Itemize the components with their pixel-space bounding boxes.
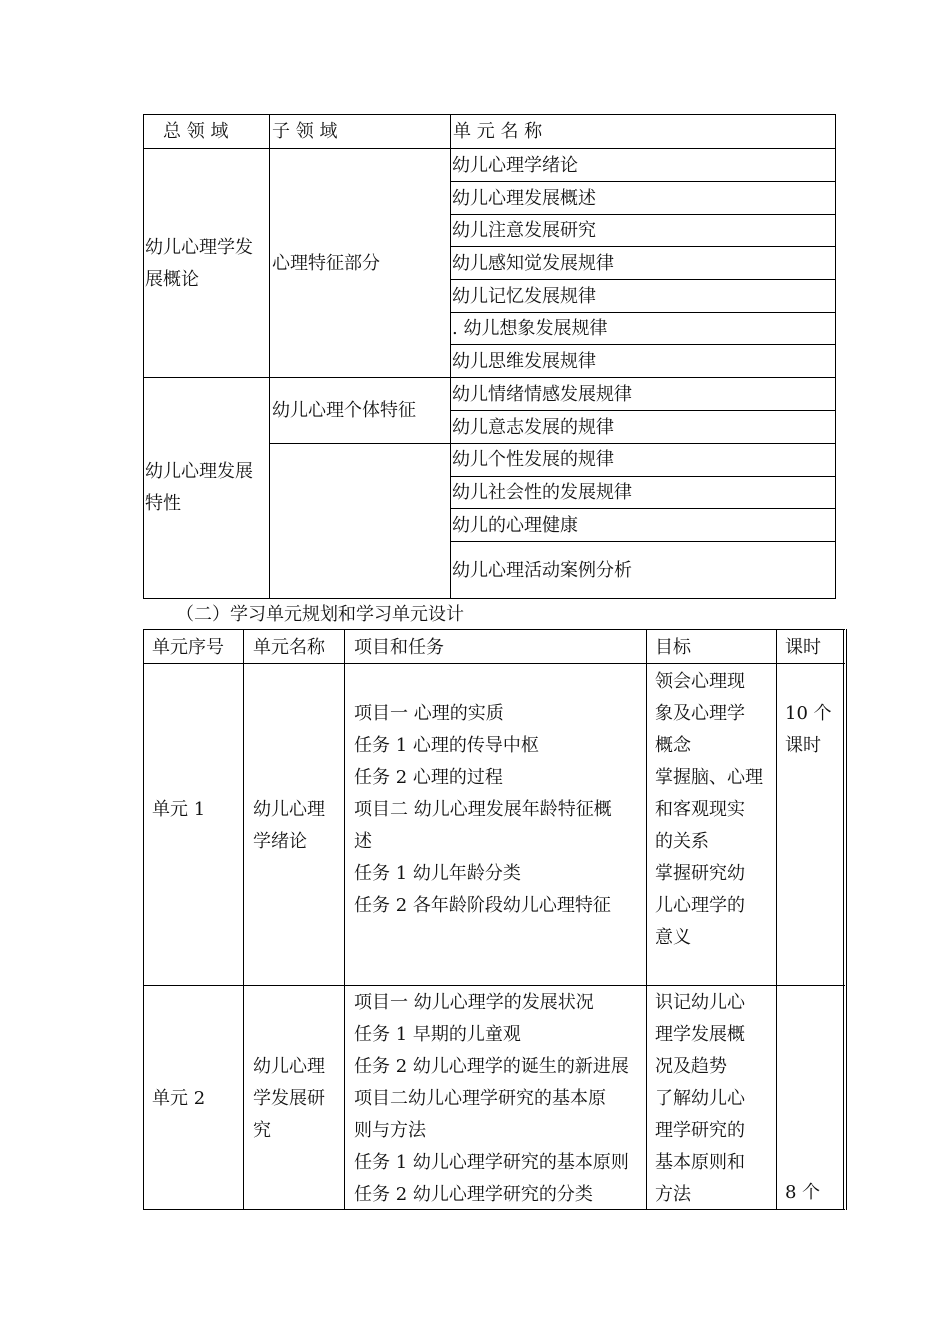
t1-unit: 幼儿的心理健康 bbox=[452, 515, 578, 536]
t2-col-divider-1 bbox=[243, 629, 244, 1210]
t2-border-right bbox=[843, 629, 844, 1210]
t2-row2-hours: 8 个 bbox=[785, 1182, 821, 1203]
t2-row2-no: 单元 2 bbox=[152, 1088, 206, 1109]
t2-row2-tasks: 项目一 幼儿心理学的发展状况 任务 1 早期的儿童观 任务 2 幼儿心理学的诞生的新进展 项目二幼儿心理学研究的基本原 则与方法 任务 1 幼儿心理学研究的基本原则 任务 2 幼儿心理学研究的分类 bbox=[354, 992, 629, 1205]
t2-header-no: 单元序号 bbox=[152, 637, 224, 658]
t2-border-top bbox=[143, 629, 845, 630]
t2-row2-name: 幼儿心理 学发展研 究 bbox=[253, 1056, 325, 1141]
t1-border-right bbox=[835, 114, 836, 599]
t1-unit: 幼儿意志发展的规律 bbox=[452, 417, 614, 438]
t2-header-goals: 目标 bbox=[655, 637, 691, 658]
t2-row1-no: 单元 1 bbox=[152, 799, 206, 820]
t1-header-domain: 总 领 域 bbox=[163, 121, 229, 142]
t1-group-divider bbox=[143, 377, 836, 378]
t2-row1-hours: 10 个 课时 bbox=[785, 703, 832, 756]
t1-unit: 幼儿心理发展概述 bbox=[452, 188, 596, 209]
t1-subdomain-2: 幼儿心理个体特征 bbox=[272, 400, 416, 421]
t2-border-right-outer bbox=[846, 629, 847, 1210]
t2-row1-goals: 领会心理现 象及心理学 概念 掌握脑、心理 和客观现实 的关系 掌握研究幼 儿心理学的 意义 bbox=[655, 671, 763, 948]
t1-unit: 幼儿心理学绪论 bbox=[452, 155, 578, 176]
t1-unit: 幼儿心理活动案例分析 bbox=[452, 560, 632, 581]
t1-header-unit: 单 元 名 称 bbox=[453, 121, 543, 142]
t1-domain-1: 幼儿心理学发 展概论 bbox=[145, 237, 253, 290]
t1-unit-line bbox=[450, 344, 836, 345]
t1-subdomain-divider bbox=[269, 443, 836, 444]
t1-unit: 幼儿情绪情感发展规律 bbox=[452, 384, 632, 405]
t2-header-name: 单元名称 bbox=[253, 637, 325, 658]
t2-row1-tasks: 项目一 心理的实质 任务 1 心理的传导中枢 任务 2 心理的过程 项目二 幼儿心理发展年龄特征概 述 任务 1 幼儿年龄分类 任务 2 各年龄阶段幼儿心理特征 bbox=[354, 703, 612, 916]
t1-header-subdomain: 子 领 域 bbox=[272, 121, 338, 142]
t2-col-divider-2 bbox=[344, 629, 345, 1210]
t1-col-divider-1 bbox=[269, 114, 270, 599]
t1-unit: 幼儿感知觉发展规律 bbox=[452, 253, 614, 274]
t1-unit-line bbox=[450, 246, 836, 247]
t2-col-divider-3 bbox=[646, 629, 647, 1210]
t1-unit-line bbox=[450, 279, 836, 280]
t1-unit-line bbox=[450, 312, 836, 313]
t2-header-hours: 课时 bbox=[785, 637, 821, 658]
t1-unit: . 幼儿想象发展规律 bbox=[452, 318, 608, 339]
t1-unit-line bbox=[450, 410, 836, 411]
section-heading: （二）学习单元规划和学习单元设计 bbox=[176, 604, 464, 625]
t1-border-top bbox=[143, 114, 836, 115]
t2-col-divider-4 bbox=[776, 629, 777, 1210]
t1-unit: 幼儿个性发展的规律 bbox=[452, 449, 614, 470]
t2-row-divider bbox=[143, 985, 845, 986]
t2-header-divider bbox=[143, 663, 845, 664]
t1-unit-line bbox=[450, 508, 836, 509]
t1-unit-line bbox=[450, 476, 836, 477]
t1-unit: 幼儿记忆发展规律 bbox=[452, 286, 596, 307]
t1-border-left bbox=[143, 114, 144, 599]
t1-unit: 幼儿注意发展研究 bbox=[452, 220, 596, 241]
t1-col-divider-2 bbox=[450, 114, 451, 599]
t1-unit: 幼儿思维发展规律 bbox=[452, 351, 596, 372]
t2-row1-name: 幼儿心理 学绪论 bbox=[253, 799, 325, 852]
t2-border-left bbox=[143, 629, 144, 1210]
t1-unit-line bbox=[450, 214, 836, 215]
t1-unit-line bbox=[450, 181, 836, 182]
t2-row2-goals: 识记幼儿心 理学发展概 况及趋势 了解幼儿心 理学研究的 基本原则和 方法 bbox=[655, 992, 745, 1205]
t1-unit-line bbox=[450, 541, 836, 542]
t1-border-bottom bbox=[143, 598, 836, 599]
t1-domain-2: 幼儿心理发展 特性 bbox=[145, 461, 253, 514]
t2-header-tasks: 项目和任务 bbox=[354, 637, 444, 658]
t1-subdomain-1: 心理特征部分 bbox=[272, 253, 380, 274]
t1-unit: 幼儿社会性的发展规律 bbox=[452, 482, 632, 503]
t1-header-divider bbox=[143, 148, 836, 149]
